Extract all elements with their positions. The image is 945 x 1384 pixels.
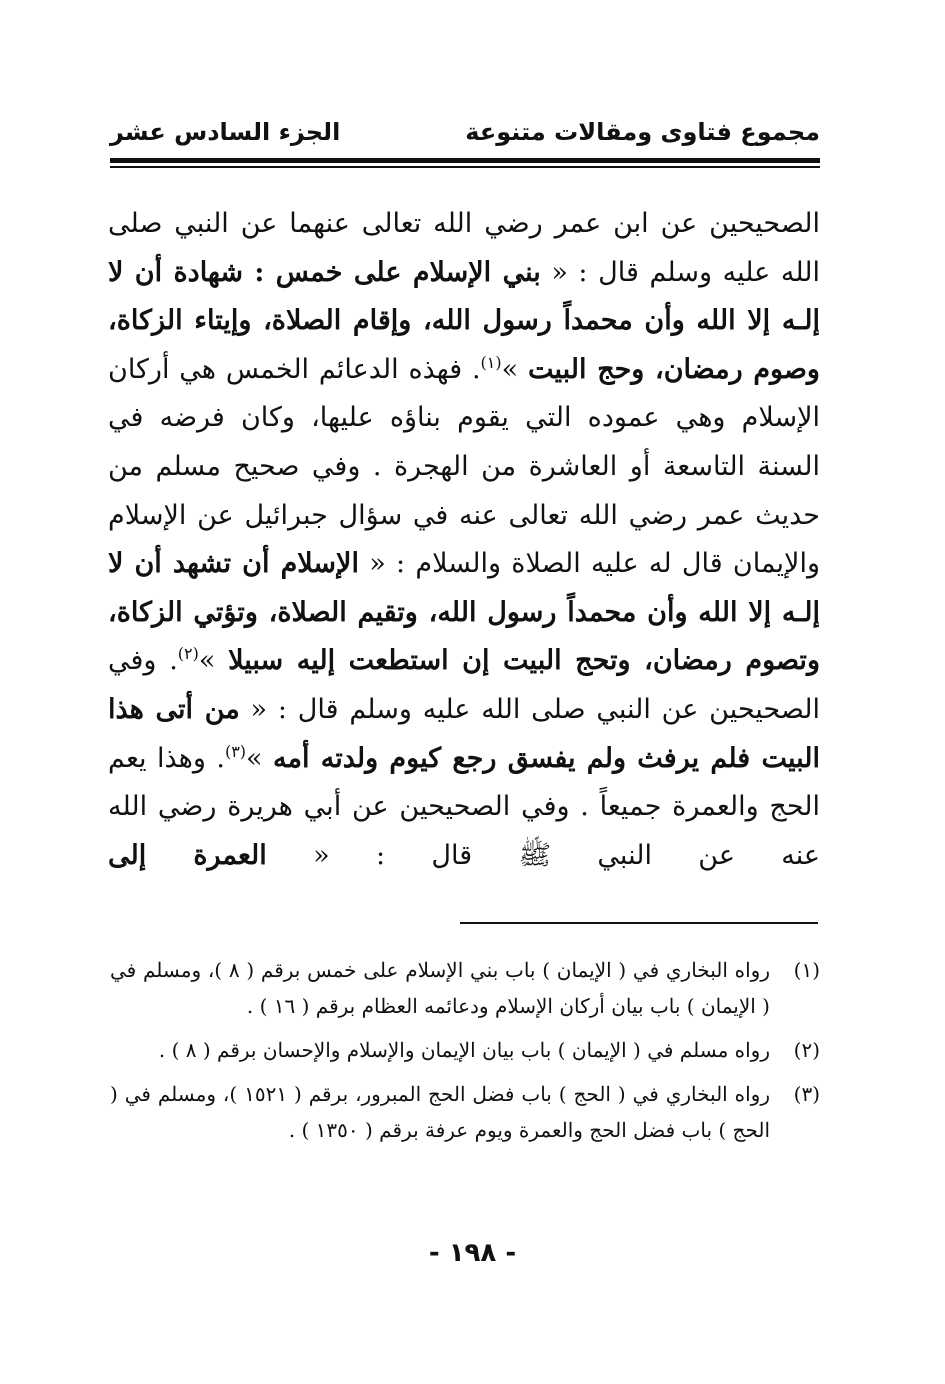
footnote-separator xyxy=(460,922,818,924)
body-text-segment: . وفي الصحيحين عن النبي صلى الله عليه وسلم قال : « xyxy=(108,645,821,725)
header-book-title: مجموع فتاوى ومقالات متنوعة xyxy=(465,118,820,146)
body-text-segment: » xyxy=(501,353,528,385)
page-number: - ١٩٨ - xyxy=(428,1238,517,1268)
footnote xyxy=(110,952,820,1024)
footnote xyxy=(110,1076,820,1148)
header-rule-thick xyxy=(110,158,820,163)
footnote xyxy=(110,1032,820,1068)
hadith-quote: بني الإسلام على خمس : شهادة أن لا إلـه إلا الله وأن محمداً رسول الله، وإقام الصلاة، وإيتاء الزكاة، وصوم رمضان، وحج البيت xyxy=(108,256,820,385)
footnote-number: (٣) xyxy=(793,1082,820,1106)
footnote-reference[interactable]: (٢) xyxy=(177,644,199,664)
body-text-segment: . فهذه الدعائم الخمس هي أركان الإسلام وهي عموده التي يقوم بناؤه عليها، وكان فرضه في السنة التاسعة أو العاشرة من الهجرة . وفي صحيح مسلم من حديث عمر رضي الله تعالى عنه في سؤال جبرائيل عن الإسلام والإيمان قال له عليه الصلاة والسلام : « xyxy=(108,353,820,580)
footnote-text: رواه البخاري في ( الإيمان ) باب بني الإسلام على خمس برقم ( ٨ )، ومسلم في ( الإيمان ) باب بيان أركان الإسلام ودعائمه العظام برقم ( ١٦ ) . xyxy=(110,958,770,1018)
main-text xyxy=(108,200,820,880)
header-volume-title: الجزء السادس عشر xyxy=(110,118,341,146)
body-text-segment: . وهذا يعم الحج والعمرة جميعاً . وفي الصحيحين عن أبي هريرة رضي الله عنه عن النبي ﷺ قال : « xyxy=(108,742,821,871)
hadith-quote: العمرة إلى xyxy=(108,839,267,871)
footnote-reference[interactable]: (١) xyxy=(480,352,502,372)
running-header xyxy=(110,112,820,152)
footnotes xyxy=(110,952,820,1156)
footnote-number: (١) xyxy=(793,958,820,982)
footnote-text: رواه البخاري في ( الحج ) باب فضل الحج المبرور، برقم ( ١٥٢١ )، ومسلم في ( الحج ) باب فضل الحج والعمرة ويوم عرفة برقم ( ١٣٥٠ ) . xyxy=(110,1082,770,1142)
hadith-quote: الإسلام أن تشهد أن لا إلـه إلا الله وأن محمداً رسول الله، وتقيم الصلاة، وتؤتي الزكاة، وتصوم رمضان، وتحج البيت إن استطعت إليه سبيلا xyxy=(108,548,820,677)
body-text-segment: » xyxy=(246,742,274,774)
footnote-text: رواه مسلم في ( الإيمان ) باب بيان الإيمان والإسلام والإحسان برقم ( ٨ ) . xyxy=(158,1038,770,1062)
header-rule-thin xyxy=(110,166,820,168)
body-text-segment: » xyxy=(198,645,229,677)
hadith-quote: من أتى هذا البيت فلم يرفث ولم يفسق رجع كيوم ولدته أمه xyxy=(108,693,820,774)
footnote-number: (٢) xyxy=(793,1038,820,1062)
footnote-reference[interactable]: (٣) xyxy=(224,741,247,761)
body-text-segment: الصحيحين عن ابن عمر رضي الله تعالى عنهما عن النبي صلى الله عليه وسلم قال : « xyxy=(108,208,820,288)
